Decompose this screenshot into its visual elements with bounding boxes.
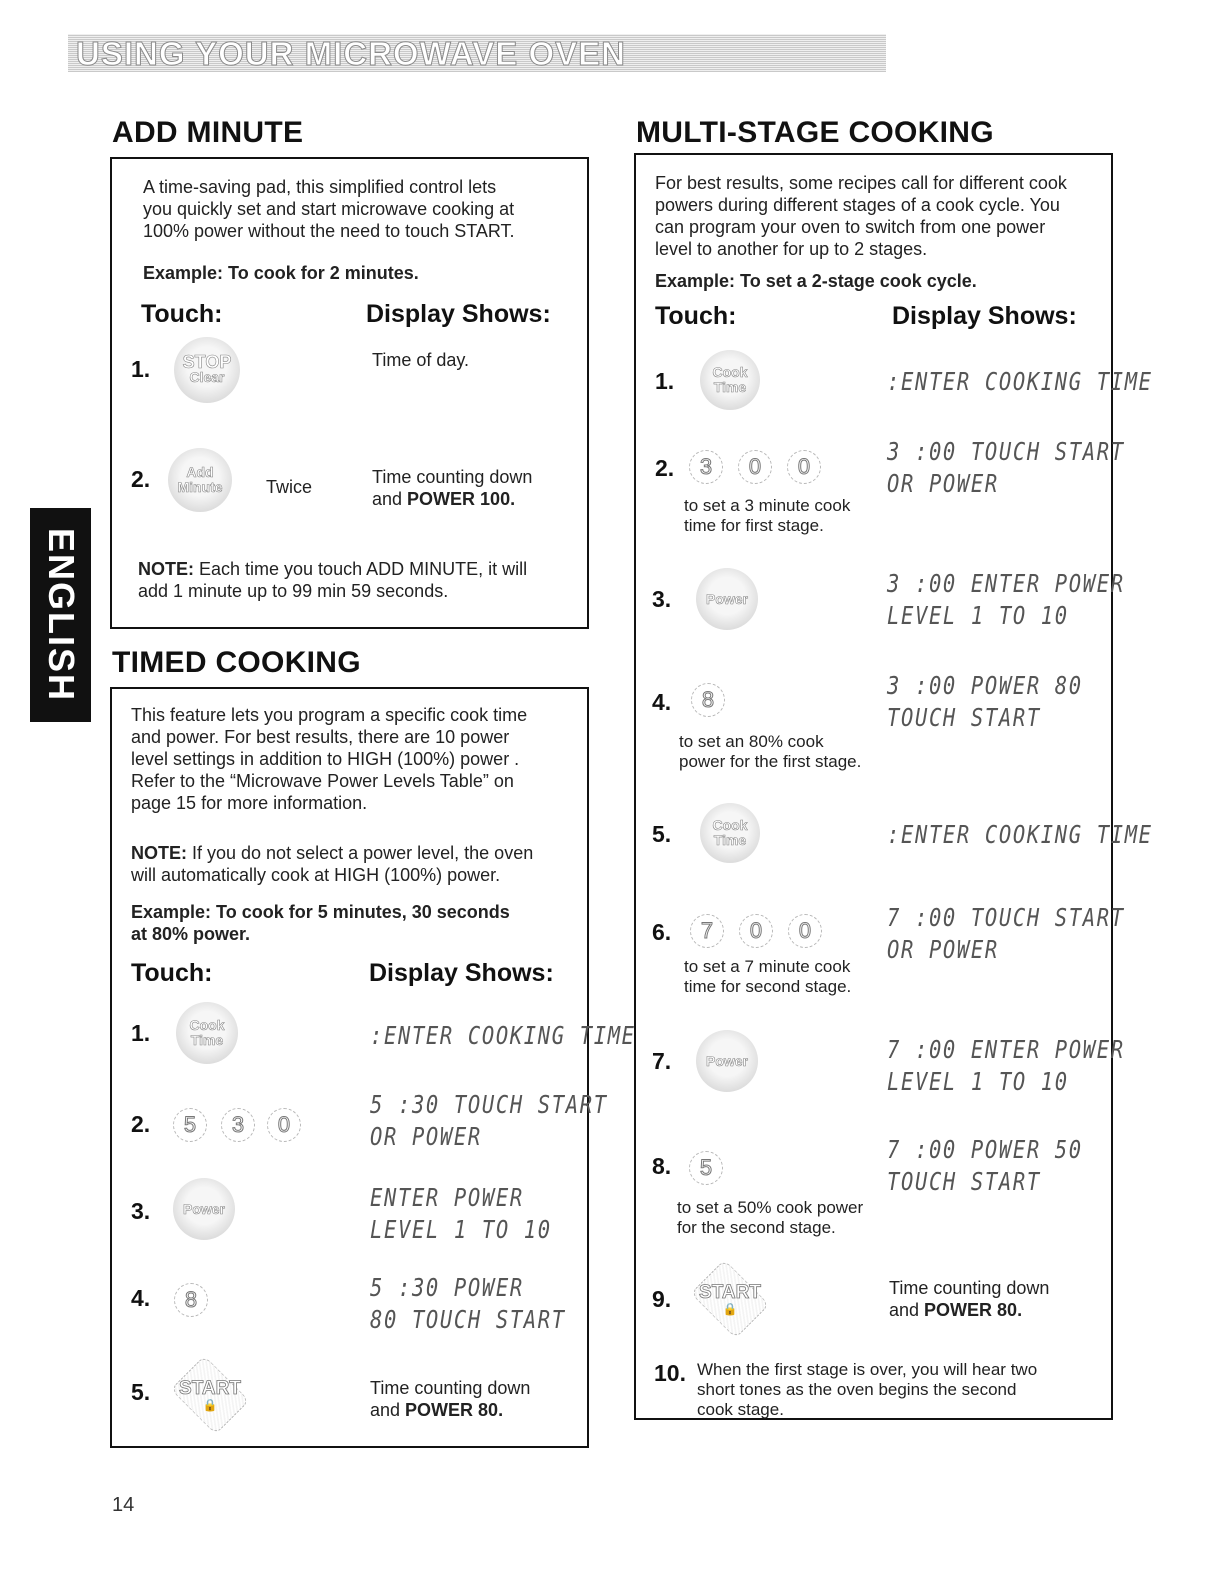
lock-icon: 🔒 — [202, 1398, 218, 1412]
step-number: 4. — [652, 689, 672, 715]
timed-cooking-note — [131, 842, 533, 886]
display-line: and — [372, 489, 408, 509]
digit-pad-icon: 8 — [691, 683, 725, 717]
caption-line: to set a 3 minute cook — [684, 496, 851, 515]
lcd-display: 80 TOUCH START — [370, 1305, 566, 1334]
lcd-display: 3 :00 POWER 80 — [887, 671, 1083, 700]
digit-pad-icon: 0 — [788, 914, 822, 948]
start-label: START — [179, 1378, 241, 1399]
lcd-display: 7 :00 ENTER POWER — [887, 1035, 1125, 1064]
add-minute-example: Example: To cook for 2 minutes. — [143, 263, 419, 283]
intro-line: and power. For best results, there are 10 power — [131, 727, 510, 747]
start-pad-icon — [680, 1264, 780, 1334]
pad-label: Time — [713, 379, 747, 395]
lcd-display: 3 :00 TOUCH START — [887, 437, 1125, 466]
timed-cooking-title: TIMED COOKING — [112, 646, 361, 679]
display-text — [889, 1277, 1049, 1321]
pad-label: Clear — [189, 369, 225, 385]
add-minute-title: ADD MINUTE — [112, 116, 304, 149]
lcd-display: :ENTER COOKING TIME — [887, 367, 1153, 396]
intro-line: you quickly set and start microwave cooking at — [143, 199, 515, 219]
touch-header: Touch: — [655, 302, 737, 330]
digit-pad-icon: 0 — [267, 1108, 301, 1142]
lcd-display: TOUCH START — [887, 1167, 1041, 1196]
add-minute-note — [138, 558, 527, 602]
stop-clear-pad-icon — [174, 337, 240, 403]
step-number: 10. — [654, 1360, 686, 1386]
display-text — [372, 466, 532, 510]
step-number: 5. — [652, 821, 672, 847]
pad-label: Cook — [712, 364, 748, 380]
intro-line: This feature lets you program a specific cook time — [131, 705, 528, 725]
step-number: 4. — [131, 1285, 151, 1311]
display-header: Display Shows: — [366, 300, 551, 328]
step-caption — [679, 732, 861, 772]
note-line: If you do not select a power level, the oven — [187, 843, 534, 863]
intro-line: 100% power without the need to touch START. — [143, 221, 515, 241]
step-number: 3. — [131, 1198, 151, 1224]
repeat-count: Twice — [266, 477, 313, 497]
step-text-line: cook stage. — [697, 1400, 784, 1419]
step-text-line: short tones as the oven begins the second — [697, 1380, 1017, 1399]
pad-label: Cook — [712, 817, 748, 833]
pad-label: Power — [182, 1200, 225, 1217]
touch-header: Touch: — [131, 959, 213, 987]
step-number: 1. — [655, 368, 675, 394]
step-number: 8. — [652, 1153, 672, 1179]
multi-stage-example: Example: To set a 2-stage cook cycle. — [655, 271, 977, 291]
note-line: will automatically cook at HIGH (100%) power. — [131, 865, 501, 885]
display-bold: POWER 100. — [407, 489, 516, 509]
intro-line: For best results, some recipes call for different cook — [655, 173, 1067, 193]
step-number: 5. — [131, 1379, 151, 1405]
step-caption — [677, 1198, 863, 1238]
start-label: START — [699, 1282, 761, 1303]
pad-label: Time — [190, 1032, 224, 1048]
step-text-line: When the first stage is over, you will hear two — [697, 1360, 1038, 1379]
note-line: add 1 minute up to 99 min 59 seconds. — [138, 581, 449, 601]
timed-cooking-intro — [131, 704, 527, 814]
example-line: Example: To cook for 5 minutes, 30 seconds — [131, 902, 510, 922]
page-number: 14 — [112, 1494, 135, 1516]
banner-title: USING YOUR MICROWAVE OVEN — [76, 35, 627, 72]
caption-line: time for second stage. — [684, 977, 852, 996]
add-minute-intro — [143, 176, 515, 242]
multi-stage-intro — [655, 172, 1067, 260]
caption-line: to set a 7 minute cook — [684, 957, 851, 976]
digit-pad-icon: 3 — [689, 450, 723, 484]
caption-line: to set a 50% cook power — [677, 1198, 864, 1217]
pad-label: Add — [186, 464, 214, 480]
intro-line: A time-saving pad, this simplified control lets — [143, 177, 497, 197]
display-line: Time counting down — [370, 1378, 531, 1398]
lcd-display: OR POWER — [370, 1122, 482, 1151]
lcd-display: LEVEL 1 TO 10 — [887, 1067, 1069, 1096]
display-bold: POWER 80. — [405, 1400, 504, 1420]
digit-pad-icon: 5 — [689, 1151, 723, 1185]
power-pad-icon — [173, 1178, 235, 1240]
step-number: 3. — [652, 586, 672, 612]
lcd-display: ENTER POWER — [370, 1183, 524, 1212]
lcd-display: :ENTER COOKING TIME — [370, 1021, 636, 1050]
intro-line: Refer to the “Microwave Power Levels Table” on — [131, 771, 514, 791]
caption-line: to set an 80% cook — [679, 732, 824, 751]
cook-time-pad-icon — [176, 1002, 238, 1064]
digit-pad-icon: 0 — [787, 450, 821, 484]
pad-label: Power — [705, 1052, 748, 1069]
pad-label: Minute — [177, 479, 223, 495]
step-number: 2. — [131, 466, 151, 492]
pad-label: STOP — [182, 352, 232, 372]
lcd-display: OR POWER — [887, 469, 999, 498]
language-tab — [30, 508, 91, 722]
language-tab-label: ENGLISH — [40, 527, 82, 703]
display-header: Display Shows: — [369, 959, 554, 987]
lcd-display: 3 :00 ENTER POWER — [887, 569, 1125, 598]
display-line: and — [370, 1400, 406, 1420]
digit-pad-icon: 7 — [690, 914, 724, 948]
note-label: NOTE: — [138, 559, 194, 579]
lcd-display: 5 :30 TOUCH START — [370, 1090, 608, 1119]
step-number: 1. — [131, 356, 151, 382]
digit-pad-icon: 0 — [738, 450, 772, 484]
step-number: 2. — [655, 455, 675, 481]
touch-header: Touch: — [141, 300, 223, 328]
display-text: Time of day. — [372, 350, 470, 370]
section-banner — [68, 34, 886, 72]
display-line: and — [889, 1300, 925, 1320]
add-minute-pad-icon — [168, 448, 232, 512]
step-text — [697, 1360, 1037, 1420]
note-line: Each time you touch ADD MINUTE, it will — [194, 559, 528, 579]
display-line: Time counting down — [889, 1278, 1050, 1298]
display-header: Display Shows: — [892, 302, 1077, 330]
lock-icon: 🔒 — [722, 1302, 738, 1316]
power-pad-icon — [696, 1030, 758, 1092]
lcd-display: 7 :00 TOUCH START — [887, 903, 1125, 932]
intro-line: can program your oven to switch from one power — [655, 217, 1046, 237]
caption-line: power for the first stage. — [679, 752, 862, 771]
digit-pad-icon: 3 — [221, 1108, 255, 1142]
step-caption — [684, 496, 850, 536]
start-pad-icon — [160, 1360, 260, 1430]
multi-stage-title: MULTI-STAGE COOKING — [636, 116, 994, 149]
note-label: NOTE: — [131, 843, 187, 863]
step-number: 7. — [652, 1048, 672, 1074]
digit-pad-icon: 8 — [174, 1283, 208, 1317]
example-line: at 80% power. — [131, 924, 251, 944]
lcd-display: TOUCH START — [887, 703, 1041, 732]
cook-time-pad-icon — [700, 350, 760, 410]
lcd-display: :ENTER COOKING TIME — [887, 820, 1153, 849]
timed-cooking-example — [131, 901, 510, 945]
caption-line: time for first stage. — [684, 516, 824, 535]
intro-line: level to another for up to 2 stages. — [655, 239, 928, 259]
cook-time-pad-icon — [700, 803, 760, 863]
step-number: 2. — [131, 1111, 151, 1137]
step-number: 9. — [652, 1286, 672, 1312]
lcd-display: 5 :30 POWER — [370, 1273, 524, 1302]
pad-label: Time — [713, 832, 747, 848]
power-pad-icon — [696, 568, 758, 630]
step-caption — [684, 957, 851, 997]
caption-line: for the second stage. — [677, 1218, 836, 1237]
lcd-display: LEVEL 1 TO 10 — [887, 601, 1069, 630]
step-number: 1. — [131, 1020, 151, 1046]
pad-label: Power — [705, 590, 748, 607]
digit-pad-icon: 0 — [739, 914, 773, 948]
display-bold: POWER 80. — [924, 1300, 1023, 1320]
display-text — [370, 1377, 530, 1421]
display-line: Time counting down — [372, 467, 533, 487]
digit-pad-icon: 5 — [173, 1108, 207, 1142]
lcd-display: 7 :00 POWER 50 — [887, 1135, 1083, 1164]
lcd-display: LEVEL 1 TO 10 — [370, 1215, 552, 1244]
step-number: 6. — [652, 919, 672, 945]
lcd-display: OR POWER — [887, 935, 999, 964]
pad-label: Cook — [189, 1017, 225, 1033]
intro-line: powers during different stages of a cook cycle. You — [655, 195, 1060, 215]
intro-line: page 15 for more information. — [131, 793, 368, 813]
intro-line: level settings in addition to HIGH (100%) power . — [131, 749, 520, 769]
